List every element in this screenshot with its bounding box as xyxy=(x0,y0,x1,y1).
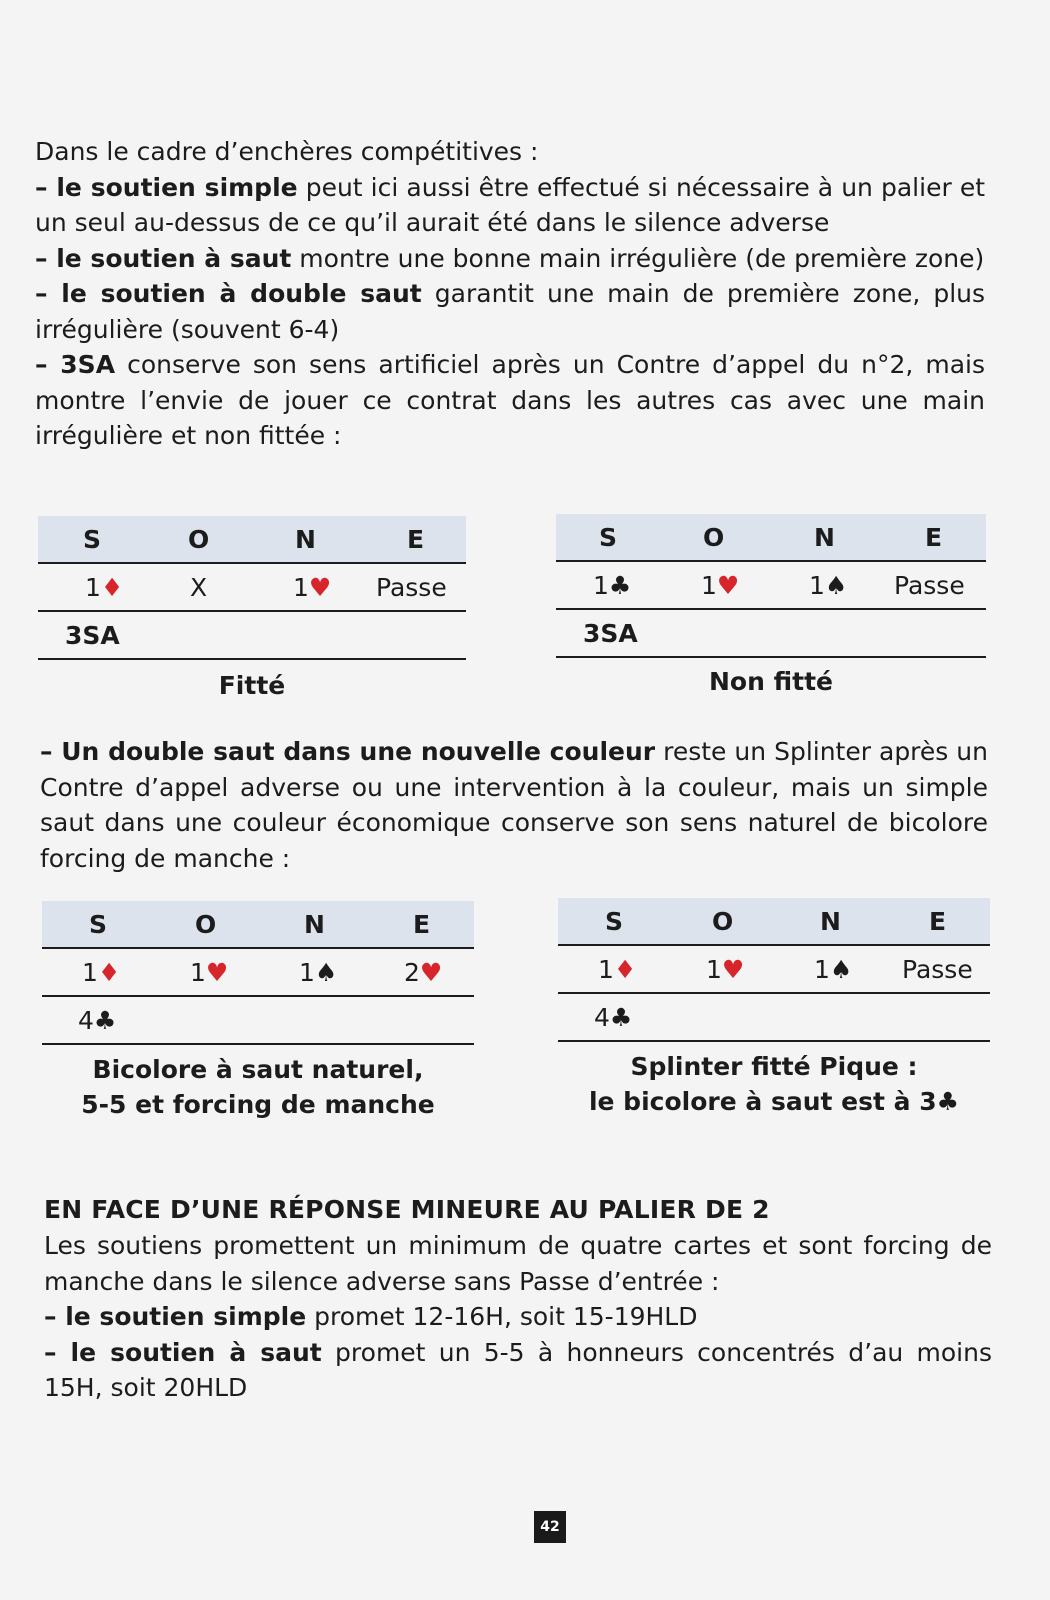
bidding-table-bicolore xyxy=(42,901,474,1119)
bid-cell: 3SA xyxy=(583,618,638,648)
table-header xyxy=(42,901,474,949)
table-caption: Fitté xyxy=(218,671,286,700)
header-s: S xyxy=(83,524,102,554)
bid-cell: 2♥ xyxy=(404,957,443,987)
header-o: O xyxy=(712,906,734,936)
bid-cell: 1♠ xyxy=(809,570,848,600)
table-row xyxy=(558,994,990,1042)
bid-cell: 1♣ xyxy=(593,570,632,600)
bullet-jump-support: – le soutien à saut montre une bonne main irrégulière (de première zone) xyxy=(35,243,985,273)
header-n: N xyxy=(820,906,841,936)
page-number: 42 xyxy=(534,1511,566,1543)
bid-cell: 4♣ xyxy=(78,1005,117,1035)
bullet-jump-support-2: – le soutien à saut promet un 5-5 à honneurs concentrés d’au moins 15H, soit 20HLD xyxy=(44,1337,992,1402)
bullet-simple-support: – le soutien simple peut ici aussi être effectué si nécessaire à un palier et un seul au-dessus de ce qu’il aurait été dans le silence adverse xyxy=(35,172,985,237)
header-n: N xyxy=(295,524,316,554)
bid-cell: Passe xyxy=(902,954,973,984)
section-heading: EN FACE D’UNE RÉPONSE MINEURE AU PALIER DE 2 xyxy=(44,1195,770,1224)
table-row xyxy=(38,612,466,660)
bid-cell: 1♦ xyxy=(598,954,637,984)
header-o: O xyxy=(703,522,725,552)
header-n: N xyxy=(814,522,835,552)
table-header xyxy=(558,898,990,946)
middle-text: reste un Splinter après un Contre d’appel adverse ou une intervention à la couleur, mais un simple saut dans une couleur économique conserve son sens naturel de bicolore forcing de manche : xyxy=(40,737,988,873)
bid-cell: 4♣ xyxy=(594,1002,633,1032)
bid-cell: 1♥ xyxy=(190,957,229,987)
bid-cell: 1♠ xyxy=(814,954,853,984)
header-o: O xyxy=(188,524,210,554)
table-row xyxy=(38,564,466,612)
bid-cell: 1♥ xyxy=(293,572,332,602)
table-row xyxy=(556,562,986,610)
table-row xyxy=(42,997,474,1045)
table-row xyxy=(42,949,474,997)
middle-bold: – Un double saut dans une nouvelle couleur xyxy=(40,737,656,766)
bid-cell: 1♥ xyxy=(706,954,745,984)
table-header xyxy=(556,514,986,562)
bid-cell: 3SA xyxy=(65,620,120,650)
section-text: Les soutiens promettent un minimum de quatre cartes et sont forcing de manche dans le silence adverse sans Passe d’entrée : xyxy=(44,1231,992,1296)
header-e: E xyxy=(413,909,431,939)
bullet-3sa: – 3SA conserve son sens artificiel après un Contre d’appel du n°2, mais montre l’envie de jouer ce contrat dans les autres cas avec une main irrégulière et non fittée : xyxy=(35,350,985,450)
table-row xyxy=(556,610,986,658)
bid-cell: 1♠ xyxy=(299,957,338,987)
header-e: E xyxy=(407,524,425,554)
table-caption: Bicolore à saut naturel, 5-5 et forcing de manche xyxy=(81,1055,435,1119)
bid-cell: X xyxy=(190,572,208,602)
section-paragraph xyxy=(44,1228,992,1406)
intro-paragraph xyxy=(35,134,985,454)
bid-cell: 1♦ xyxy=(85,572,124,602)
table-caption: Splinter fitté Pique : le bicolore à saut est à 3♣ xyxy=(588,1052,960,1116)
bidding-table-splinter xyxy=(558,898,990,1116)
intro-line: Dans le cadre d’enchères compétitives : xyxy=(35,137,539,166)
header-e: E xyxy=(925,522,943,552)
bid-cell: Passe xyxy=(376,572,447,602)
header-n: N xyxy=(304,909,325,939)
bid-cell: 1♥ xyxy=(701,570,740,600)
bid-cell: 1♦ xyxy=(82,957,121,987)
header-e: E xyxy=(929,906,947,936)
bidding-table-non-fitte xyxy=(556,514,986,696)
table-header xyxy=(38,516,466,564)
bullet-simple-support-2: – le soutien simple promet 12-16H, soit 15-19HLD xyxy=(44,1302,698,1331)
bidding-table-fitte xyxy=(38,516,466,700)
bullet-double-jump-support: – le soutien à double saut garantit une main de première zone, plus irrégulière (souvent 6-4) xyxy=(35,279,986,344)
table-row xyxy=(558,946,990,994)
header-s: S xyxy=(599,522,618,552)
header-o: O xyxy=(195,909,217,939)
header-s: S xyxy=(605,906,624,936)
header-s: S xyxy=(89,909,108,939)
middle-paragraph xyxy=(40,734,988,876)
bid-cell: Passe xyxy=(894,570,965,600)
table-caption: Non fitté xyxy=(709,667,833,696)
